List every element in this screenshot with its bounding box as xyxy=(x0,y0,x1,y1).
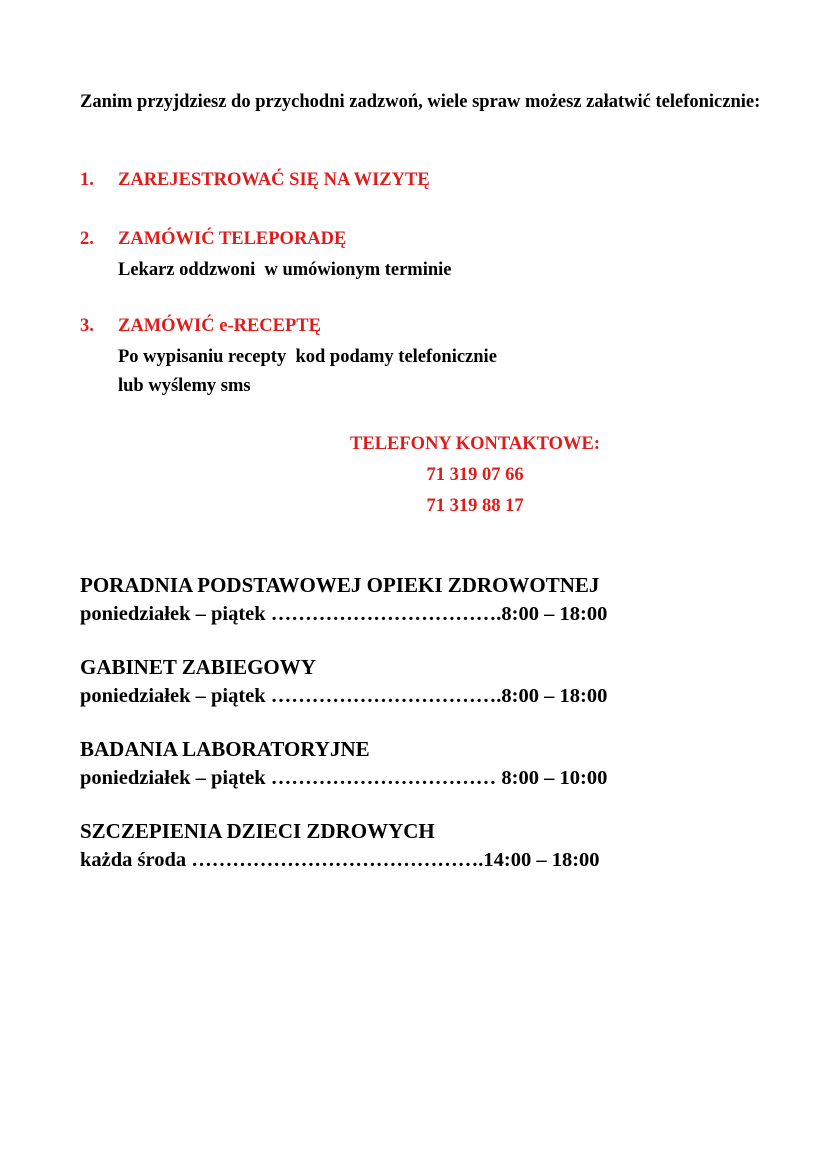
item-1-number: 1. xyxy=(80,170,94,190)
item-3-number: 3. xyxy=(80,316,94,336)
item-2-title: ZAMÓWIĆ TELEPORADĘ xyxy=(118,229,347,249)
item-3-title: ZAMÓWIĆ e-RECEPTĘ xyxy=(118,316,321,336)
section-1-title: PORADNIA PODSTAWOWEJ OPIEKI ZDROWOTNEJ xyxy=(80,573,600,597)
contacts-heading: TELEFONY KONTAKTOWE: xyxy=(350,434,600,454)
section-4-hours: każda środa …………………………………….14:00 – 18:00 xyxy=(80,849,600,871)
section-4-title: SZCZEPIENIA DZIECI ZDROWYCH xyxy=(80,819,435,843)
item-1-title: ZAREJESTROWAĆ SIĘ NA WIZYTĘ xyxy=(118,170,430,190)
section-3-hours: poniedziałek – piątek …………………………… 8:00 – 10:00 xyxy=(80,767,608,789)
item-3-detail-2: lub wyślemy sms xyxy=(118,376,251,396)
contact-phone-2: 71 319 88 17 xyxy=(426,496,524,516)
item-2-number: 2. xyxy=(80,229,94,249)
section-2-hours: poniedziałek – piątek …………………………….8:00 – 18:00 xyxy=(80,685,608,707)
item-2-detail: Lekarz oddzwoni w umówionym terminie xyxy=(118,260,452,280)
section-1-hours: poniedziałek – piątek …………………………….8:00 – 18:00 xyxy=(80,603,608,625)
item-3-detail-1: Po wypisaniu recepty kod podamy telefonicznie xyxy=(118,347,497,367)
contact-phone-1: 71 319 07 66 xyxy=(426,465,524,485)
section-3-title: BADANIA LABORATORYJNE xyxy=(80,737,370,761)
section-2-title: GABINET ZABIEGOWY xyxy=(80,655,316,679)
intro-text: Zanim przyjdziesz do przychodni zadzwoń, wiele spraw możesz załatwić telefonicznie: xyxy=(80,92,761,112)
